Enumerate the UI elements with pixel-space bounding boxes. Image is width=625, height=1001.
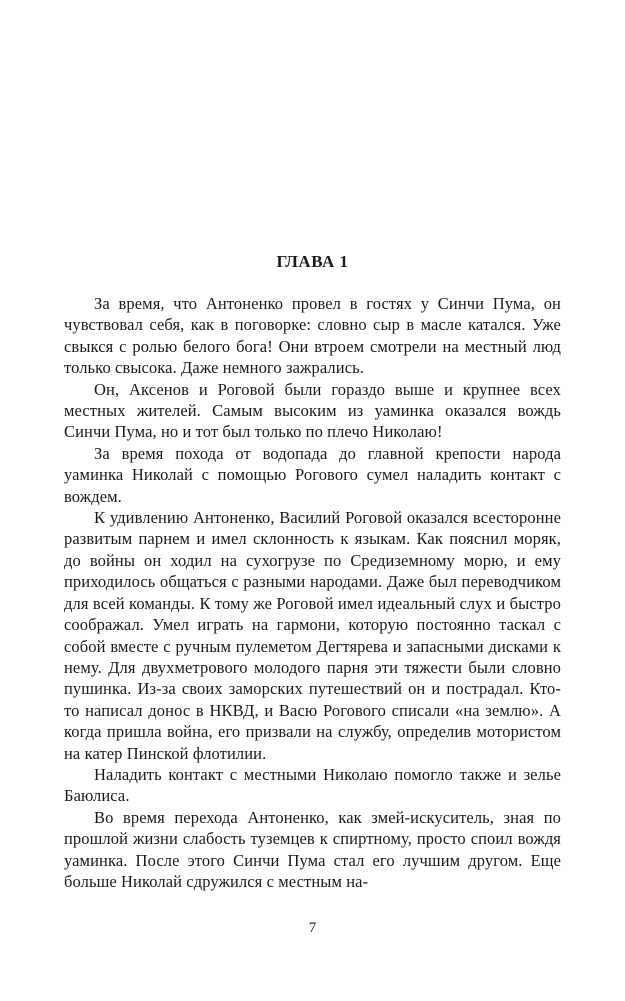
paragraph: За время похода от водопада до главной крепости народа уаминка Николай с помощью Рогового сумел наладить контакт с вождем. — [64, 443, 561, 506]
paragraph: Наладить контакт с местными Николаю помогло также и зелье Баюлиса. — [64, 764, 561, 806]
chapter-title: ГЛАВА 1 — [276, 252, 349, 271]
paragraph: Во время перехода Антоненко, как змей-искуситель, зная по прошлой жизни слабость туземцев к спиртному, просто споил вождя уаминка. После этого Синчи Пума стал его лучшим другом. Еще больше Николай сдружился с местным на- — [64, 807, 561, 891]
paragraph: Он, Аксенов и Роговой были гораздо выше и крупнее всех местных жителей. Самым высоким из уаминка оказался вождь Синчи Пума, но и тот был только по плечо Николаю! — [64, 379, 561, 442]
page-number: 7 — [308, 920, 317, 936]
text-block — [64, 0, 561, 892]
paragraph: К удивлению Антоненко, Василий Роговой оказался всесторонне развитым парнем и имел склонность к языкам. Как пояснил моряк, до войны он ходил на сухогрузе по Средиземному морю, и ему приходилось общаться с разными народами. Даже был переводчиком для всей команды. К тому же Роговой имел идеальный слух и быстро соображал. Умел играть на гармони, которую постоянно таскал с собой вместе с ручным пулеметом Дегтярева и запасными дисками к нему. Для двухметрового молодого парня эти тяжести были словно пушинка. Из-за своих заморских путешествий он и пострадал. Кто-то написал донос в НКВД, и Васю Рогового списали «на землю». А когда пришла война, его призвали на службу, определив мотористом на катер Пинской флотилии. — [64, 508, 561, 763]
paragraph: За время, что Антоненко провел в гостях у Синчи Пума, он чувствовал себя, как в поговорке: словно сыр в масле катался. Уже свыкся с ролью белого бога! Они втроем смотрели на местный люд только свысока. Даже немного зажрались. — [64, 294, 561, 378]
